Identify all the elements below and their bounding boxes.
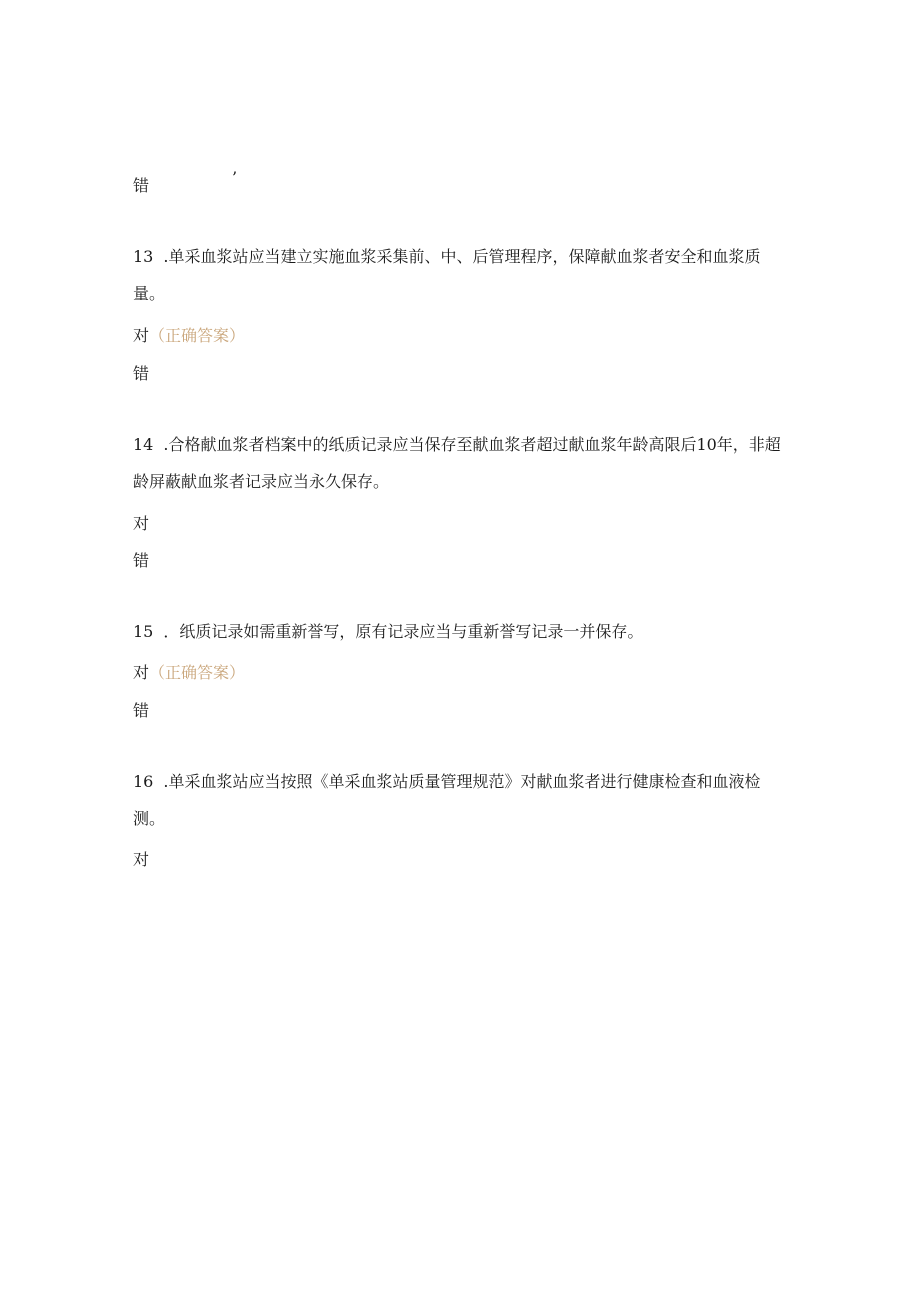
- option-label: 错: [133, 176, 150, 195]
- correct-answer-tag: （正确答案）: [149, 326, 246, 345]
- correct-answer-tag: （正确答案）: [149, 663, 246, 682]
- option-label: 错: [133, 364, 150, 383]
- option-label: 对: [133, 514, 150, 533]
- question-13-option-2: [133, 364, 149, 384]
- question-number: 16: [133, 772, 154, 791]
- question-text: .合格献血浆者档案中的纸质记录应当保存至献血浆者超过献血浆年龄高限后10年，非超龄屏蔽献血浆者记录应当永久保存。: [133, 435, 781, 491]
- question-number: 14: [133, 435, 154, 454]
- question-number: 13: [133, 247, 154, 266]
- question-15-option-2: [133, 701, 149, 721]
- option-label: 对: [133, 850, 150, 869]
- question-13-option-1: [133, 326, 245, 346]
- option-label: 对: [133, 326, 150, 345]
- question-text: .单采血浆站应当按照《单采血浆站质量管理规范》对献血浆者进行健康检查和血液检测。: [133, 772, 761, 828]
- option-label: 错: [133, 701, 150, 720]
- stray-mark: ’: [232, 168, 238, 187]
- question-number: 15: [133, 622, 154, 641]
- option-label: 错: [133, 551, 150, 570]
- question-14: [133, 426, 788, 500]
- question-16: [133, 763, 788, 837]
- question-16-option-1: [133, 850, 149, 870]
- question-15-option-1: [133, 663, 245, 683]
- option-label: 对: [133, 663, 150, 682]
- question-text: .单采血浆站应当建立实施血浆采集前、中、后管理程序，保障献血浆者安全和血浆质量。: [133, 247, 761, 303]
- question-14-option-1: [133, 514, 149, 534]
- question-15: [133, 622, 643, 642]
- question-text: ．纸质记录如需重新誉写，原有记录应当与重新誉写记录一并保存。: [163, 622, 644, 641]
- prev-option-wrong: [133, 176, 149, 196]
- question-13: [133, 238, 788, 312]
- question-14-option-2: [133, 551, 149, 571]
